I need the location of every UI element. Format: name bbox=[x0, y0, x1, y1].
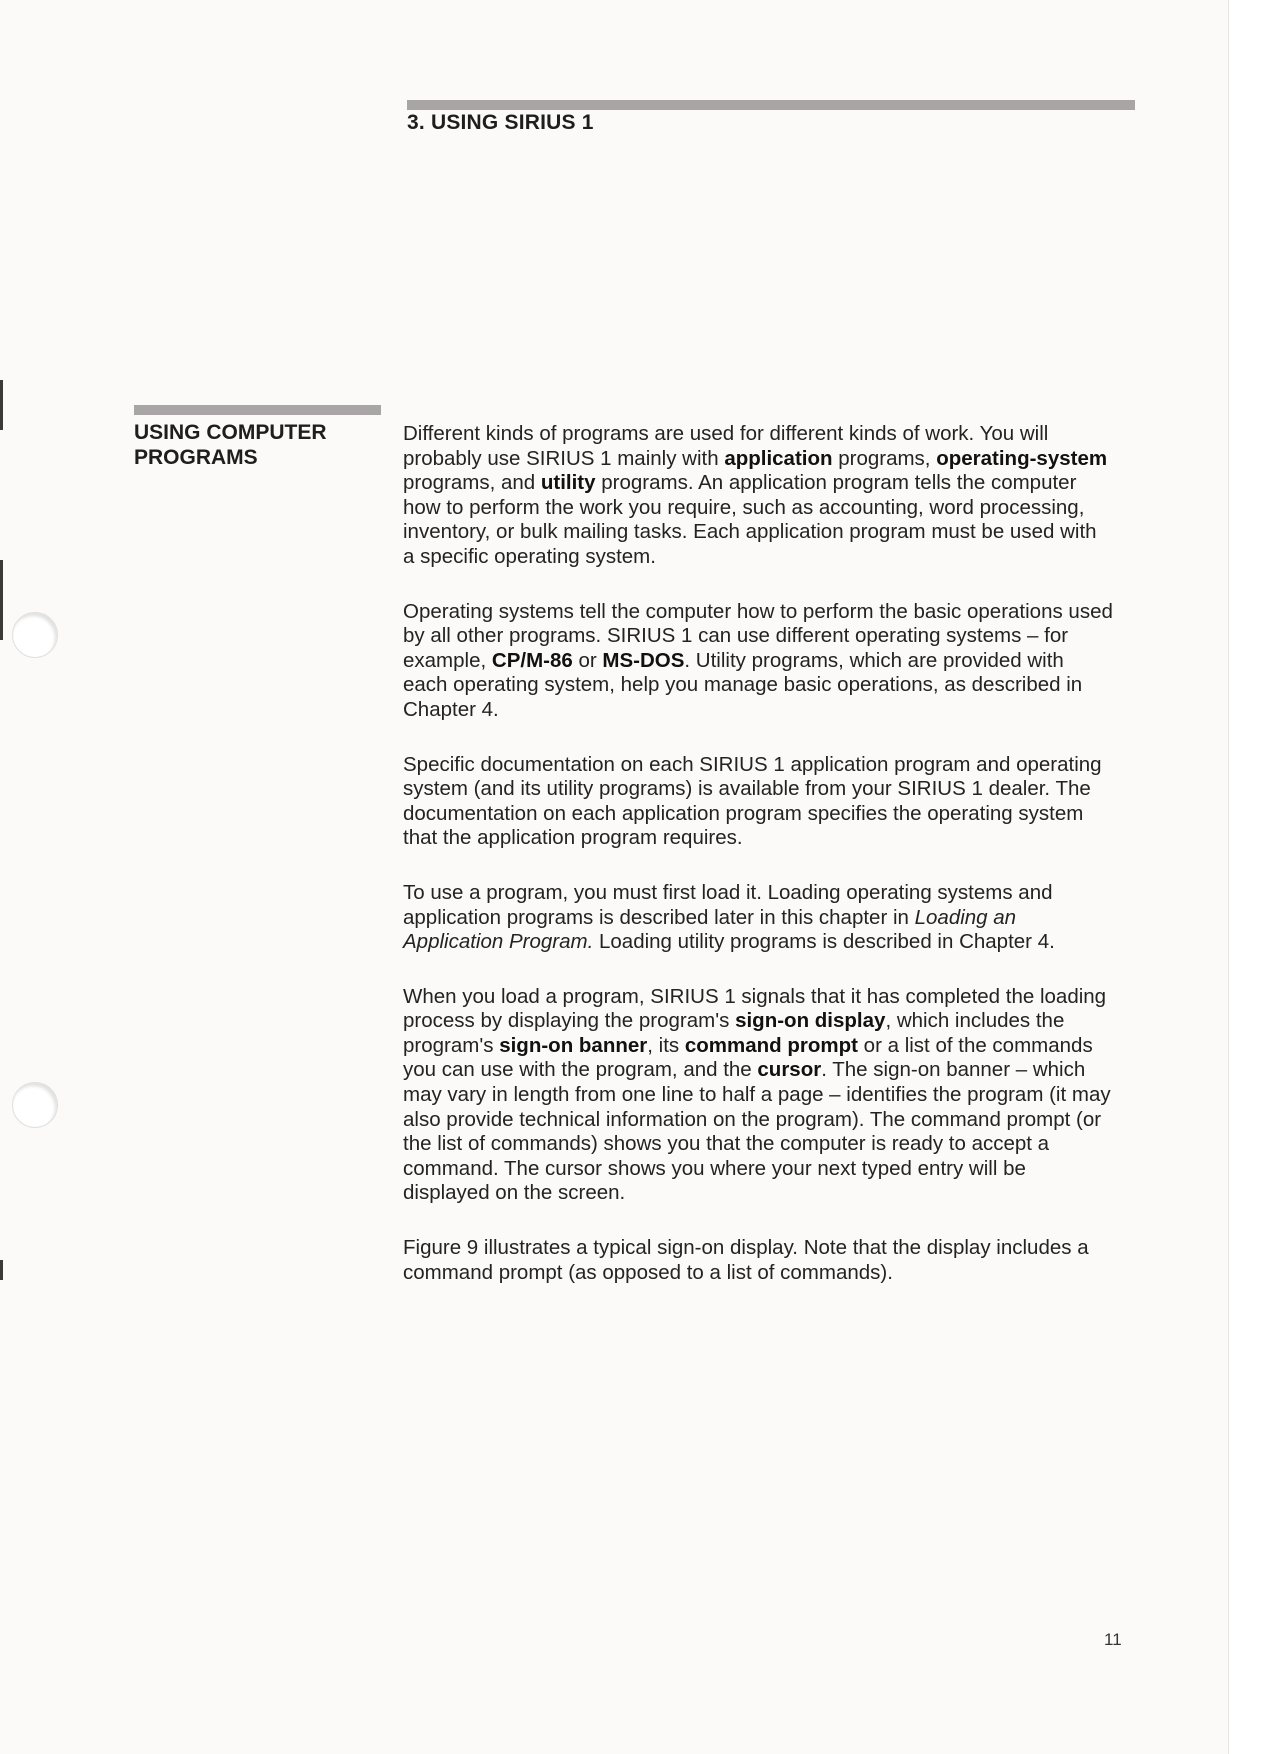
section-title bbox=[134, 420, 384, 470]
chapter-title: 3. USING SIRIUS 1 bbox=[407, 111, 594, 134]
binding-mark bbox=[0, 1260, 3, 1280]
paragraph: Different kinds of programs are used for different kinds of work. You will probably use SIRIUS 1 mainly with application programs, operating-system programs, and utility programs. An application program tells the computer how to perform the work you require, such as accounting, word processing, inventory, or bulk mailing tasks. Each application program must be used with a specific operating system. bbox=[403, 422, 1108, 568]
chapter-rule bbox=[407, 100, 1135, 110]
binding-mark bbox=[0, 380, 3, 430]
paragraph: To use a program, you must first load it. Loading operating systems and application programs is described later in this chapter in Loading an Application Program. Loading utility programs is described in Chapter 4. bbox=[403, 880, 1055, 954]
paragraph: When you load a program, SIRIUS 1 signals that it has completed the loading process by displaying the program's sign-on display, which includes the program's sign-on banner, its command prompt or a list of the commands you can use with the program, and the cursor. The sign-on banner – which may vary in length from one line to half a page – identifies the program (it may also provide technical information on the program). The command prompt (or the list of commands) shows you that the computer is ready to accept a command. The cursor shows you where your next typed entry will be displayed on the screen. bbox=[403, 984, 1111, 1205]
paragraph: Figure 9 illustrates a typical sign-on display. Note that the display includes a command prompt (as opposed to a list of commands). bbox=[403, 1236, 1089, 1284]
paragraph: Operating systems tell the computer how to perform the basic operations used by all other programs. SIRIUS 1 can use different operating systems – for example, CP/M-86 or MS-DOS. Utility programs, which are provided with each operating system, help you manage basic operations, as described in Chapter 4. bbox=[403, 599, 1113, 721]
page-number: 11 bbox=[1104, 1630, 1122, 1649]
section-rule bbox=[134, 405, 381, 415]
body-text bbox=[403, 422, 1113, 1315]
section-title-line: PROGRAMS bbox=[134, 446, 258, 469]
punch-hole bbox=[12, 1082, 58, 1128]
paragraph: Specific documentation on each SIRIUS 1 application program and operating system (and its utility programs) is available from your SIRIUS 1 dealer. The documentation on each application program specifies the operating system that the application program requires. bbox=[403, 752, 1102, 850]
binding-mark bbox=[0, 560, 3, 640]
section-title-line: USING COMPUTER bbox=[134, 421, 327, 444]
punch-hole bbox=[12, 612, 58, 658]
